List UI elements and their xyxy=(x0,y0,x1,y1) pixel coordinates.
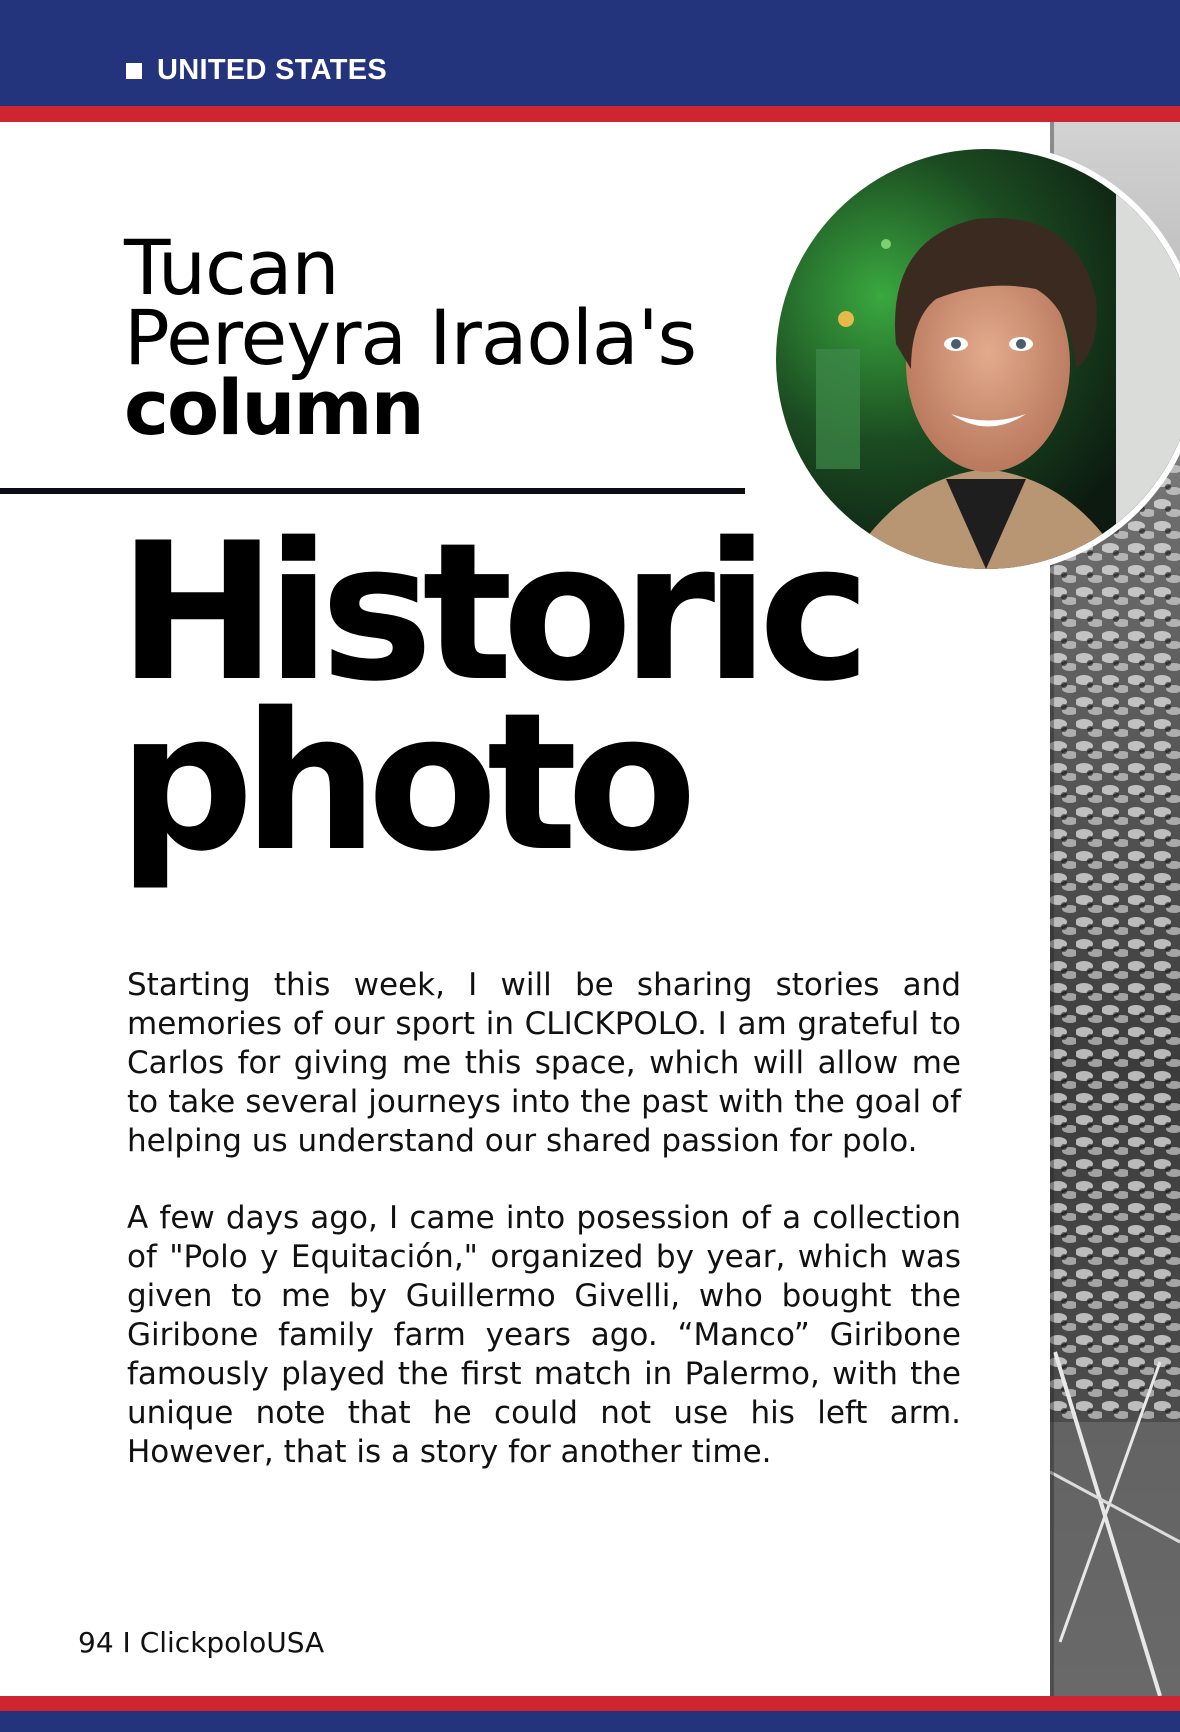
headline-line-2: photo xyxy=(118,672,687,893)
article-body xyxy=(127,966,961,1472)
byline-first-name: Tucan xyxy=(124,223,339,312)
byline-divider xyxy=(0,488,745,494)
header-red-rule xyxy=(0,106,1180,122)
byline-column-word: column xyxy=(124,363,423,452)
footer-band xyxy=(0,1711,1180,1732)
section-square-icon xyxy=(126,63,142,79)
body-paragraph-1: Starting this week, I will be sharing stories and memories of our sport in CLICKPOLO. I am grateful to Carlos for giving me this space, which will allow me to take several journeys into the past with the goal of helping us understand our shared passion for polo. xyxy=(127,967,961,1159)
section-label: UNITED STATES xyxy=(157,54,387,86)
page-footer: 94 I ClickpoloUSA xyxy=(78,1626,325,1659)
body-paragraph-2: A few days ago, I came into posession of a collection of "Polo y Equitación," organized by year, which was given to me by Guillermo Givelli, who bought the Giribone family farm years ago. “Manco” Giribone famously played the first match in Palermo, with the unique note that he could not use his left arm. However, that is a story for another time. xyxy=(127,1200,961,1470)
article-headline xyxy=(118,502,861,893)
headline-line-1: Historic xyxy=(118,502,861,723)
footer-red-rule xyxy=(0,1696,1180,1711)
column-byline xyxy=(124,223,697,452)
byline-surname: Pereyra Iraola's xyxy=(124,293,697,382)
